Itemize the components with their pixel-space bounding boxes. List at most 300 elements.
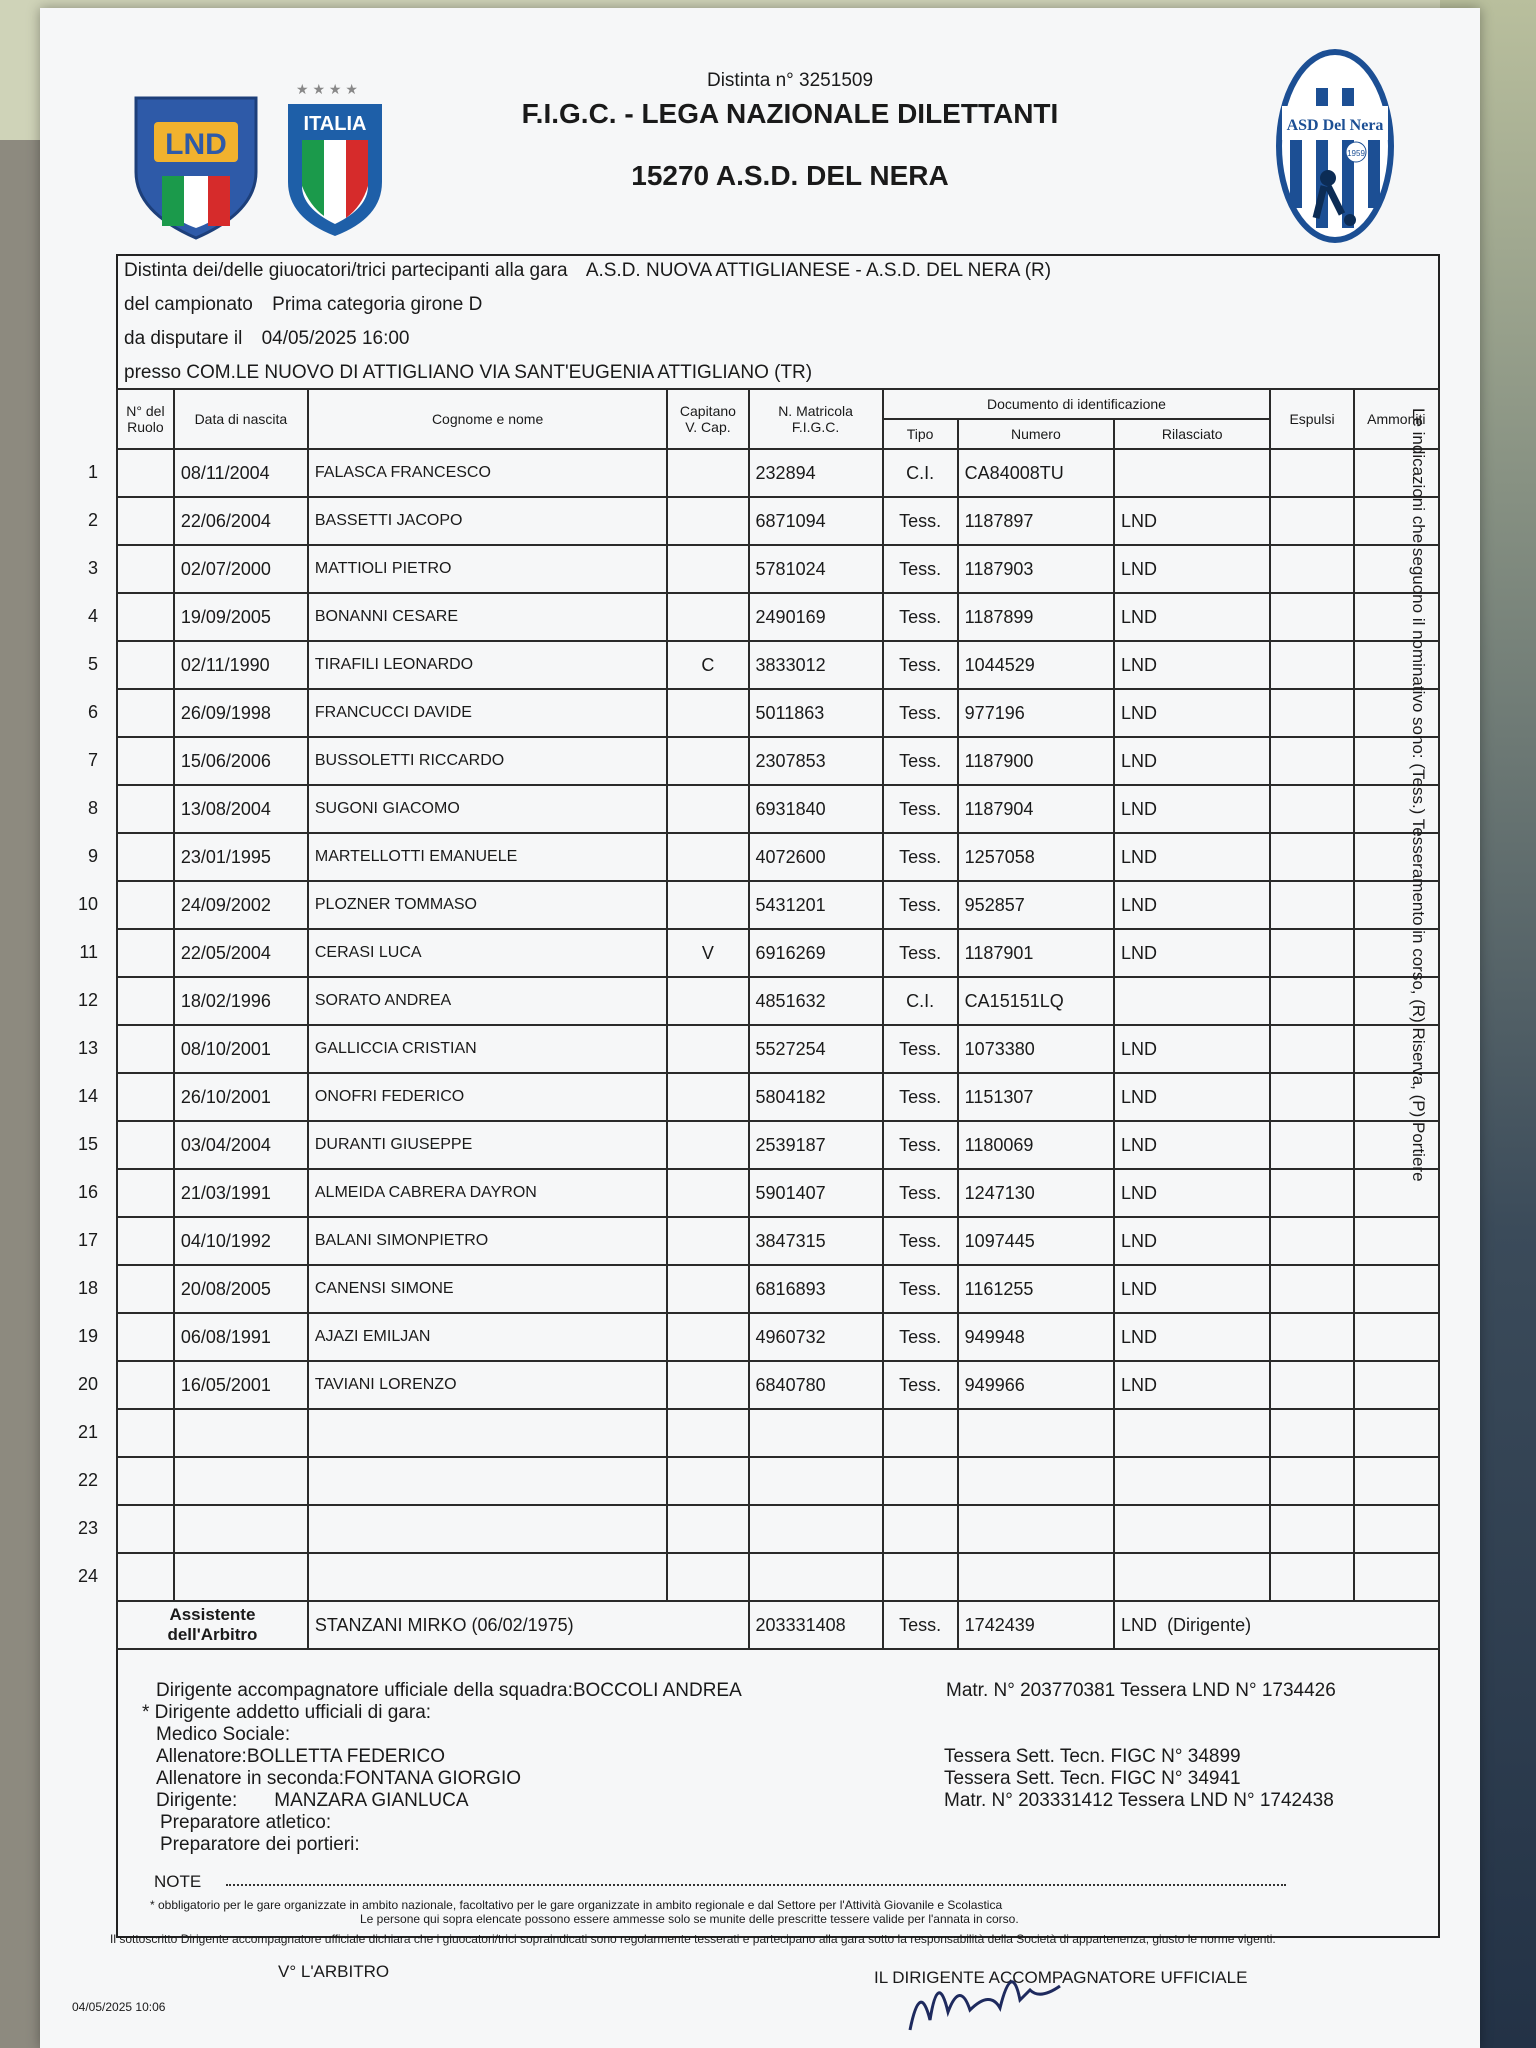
col-capitano: Capitano V. Cap. xyxy=(667,389,748,449)
numero-cell: 1187904 xyxy=(958,785,1114,833)
captain-cell xyxy=(667,833,748,881)
rilasciato-cell xyxy=(1114,1409,1270,1457)
name-cell: BONANNI CESARE xyxy=(308,593,667,641)
assistant-ril: LND xyxy=(1121,1614,1158,1635)
matricola-cell xyxy=(749,1409,883,1457)
col-documento: Documento di identificazione xyxy=(883,389,1271,419)
ruolo-cell xyxy=(117,785,174,833)
tipo-cell: Tess. xyxy=(883,1217,958,1265)
rilasciato-cell: LND xyxy=(1114,1265,1270,1313)
captain-cell xyxy=(667,1409,748,1457)
assistant-note: (Dirigente) xyxy=(1167,1614,1252,1635)
matricola-cell: 2539187 xyxy=(749,1121,883,1169)
ruolo-cell xyxy=(117,1313,174,1361)
captain-cell xyxy=(667,545,748,593)
dob-cell: 08/11/2004 xyxy=(174,449,308,497)
tipo-cell: C.I. xyxy=(883,449,958,497)
matricola-cell: 4960732 xyxy=(749,1313,883,1361)
player-row xyxy=(117,881,1439,929)
name-cell: TIRAFILI LEONARDO xyxy=(308,641,667,689)
row-number: 4 xyxy=(87,606,98,626)
assistant-numero: 1742439 xyxy=(958,1601,1114,1649)
italia-logo-text: ITALIA xyxy=(303,113,367,135)
row-number: 12 xyxy=(77,990,98,1010)
ruolo-cell xyxy=(117,1265,174,1313)
tipo-cell: Tess. xyxy=(883,785,958,833)
numero-cell: 1073380 xyxy=(958,1025,1114,1073)
espulsi-cell xyxy=(1270,1025,1353,1073)
referee-label: V° L'ARBITRO xyxy=(278,1962,390,1981)
staff-line-4: Allenatore:BOLLETTA FEDERICO xyxy=(156,1746,445,1767)
assistant-rilasciato xyxy=(1114,1601,1439,1649)
staff-line-5-right: Tessera Sett. Tecn. FIGC N° 34941 xyxy=(944,1768,1241,1789)
name-cell: GALLICCIA CRISTIAN xyxy=(308,1025,667,1073)
row-number: 22 xyxy=(77,1470,98,1490)
championship-line xyxy=(124,294,496,316)
espulsi-cell xyxy=(1270,497,1353,545)
row-number: 10 xyxy=(77,894,98,914)
player-row xyxy=(117,641,1439,689)
name-cell: ONOFRI FEDERICO xyxy=(308,1073,667,1121)
side-legend: Le indicazioni che seguono il nominativo sono: (Tess.) Tesseramento in corso, (R) Riserva, (P) Portiere xyxy=(1409,408,1428,1182)
player-row xyxy=(117,1121,1439,1169)
dob-cell: 13/08/2004 xyxy=(174,785,308,833)
name-cell: TAVIANI LORENZO xyxy=(308,1361,667,1409)
row-number: 6 xyxy=(87,702,98,722)
numero-cell: 1097445 xyxy=(958,1217,1114,1265)
rilasciato-cell: LND xyxy=(1114,785,1270,833)
player-row xyxy=(117,1409,1439,1457)
row-number: 14 xyxy=(77,1086,98,1106)
matricola-cell: 5011863 xyxy=(749,689,883,737)
staff-line-1-right: Matr. N° 203770381 Tessera LND N° 1734426 xyxy=(946,1680,1336,1701)
player-row xyxy=(117,929,1439,977)
player-row xyxy=(117,1361,1439,1409)
ruolo-cell xyxy=(117,1409,174,1457)
espulsi-cell xyxy=(1270,1121,1353,1169)
espulsi-cell xyxy=(1270,593,1353,641)
tipo-cell: Tess. xyxy=(883,737,958,785)
rilasciato-cell xyxy=(1114,1505,1270,1553)
printed-date: 04/05/2025 10:06 xyxy=(72,2000,166,2014)
player-row xyxy=(117,1457,1439,1505)
championship-value: Prima categoria girone D xyxy=(272,294,483,315)
organization-title: F.I.G.C. - LEGA NAZIONALE DILETTANTI xyxy=(521,98,1059,129)
lnd-logo xyxy=(132,92,260,240)
assistant-tipo: Tess. xyxy=(883,1601,958,1649)
row-number: 21 xyxy=(77,1422,98,1442)
col-matricola: N. Matricola F.I.G.C. xyxy=(749,389,883,449)
italia-logo xyxy=(282,78,388,238)
matricola-cell: 4072600 xyxy=(749,833,883,881)
name-cell: BUSSOLETTI RICCARDO xyxy=(308,737,667,785)
numero-cell: 1187900 xyxy=(958,737,1114,785)
ammoniti-cell xyxy=(1354,1553,1439,1601)
ammoniti-cell xyxy=(1354,1217,1439,1265)
rilasciato-cell: LND xyxy=(1114,689,1270,737)
tipo-cell: Tess. xyxy=(883,1169,958,1217)
matricola-cell: 232894 xyxy=(749,449,883,497)
row-number: 19 xyxy=(77,1326,98,1346)
ruolo-cell xyxy=(117,977,174,1025)
espulsi-cell xyxy=(1270,929,1353,977)
tipo-cell: Tess. xyxy=(883,833,958,881)
ruolo-cell xyxy=(117,929,174,977)
rilasciato-cell: LND xyxy=(1114,1361,1270,1409)
player-row xyxy=(117,1073,1439,1121)
dob-cell: 22/06/2004 xyxy=(174,497,308,545)
matricola-cell: 5804182 xyxy=(749,1073,883,1121)
numero-cell: 949966 xyxy=(958,1361,1114,1409)
dob-cell xyxy=(174,1553,308,1601)
rilasciato-cell xyxy=(1114,1553,1270,1601)
ruolo-cell xyxy=(117,1073,174,1121)
tipo-cell: Tess. xyxy=(883,497,958,545)
espulsi-cell xyxy=(1270,1169,1353,1217)
ammoniti-cell xyxy=(1354,1313,1439,1361)
club-logo-year: 1959 xyxy=(1347,149,1365,158)
row-number: 9 xyxy=(87,846,98,866)
matricola-cell: 5781024 xyxy=(749,545,883,593)
staff-line-4-right: Tessera Sett. Tecn. FIGC N° 34899 xyxy=(944,1746,1241,1767)
player-row xyxy=(117,977,1439,1025)
espulsi-cell xyxy=(1270,1217,1353,1265)
captain-cell xyxy=(667,1073,748,1121)
match-line xyxy=(124,260,1065,282)
col-ammoniti: Ammoniti xyxy=(1354,389,1439,449)
dob-cell: 22/05/2004 xyxy=(174,929,308,977)
row-number: 8 xyxy=(87,798,98,818)
svg-text:★ ★ ★ ★: ★ ★ ★ ★ xyxy=(296,81,358,97)
numero-cell: 1044529 xyxy=(958,641,1114,689)
rilasciato-cell: LND xyxy=(1114,1121,1270,1169)
player-row xyxy=(117,833,1439,881)
player-row xyxy=(117,449,1439,497)
espulsi-cell xyxy=(1270,1553,1353,1601)
row-number: 13 xyxy=(77,1038,98,1058)
matricola-cell xyxy=(749,1457,883,1505)
club-logo-text: ASD Del Nera xyxy=(1286,117,1384,134)
fine-print-2: Le persone qui sopra elencate possono essere ammesse solo se munite delle prescritte tessere valide per l'annata in corso. xyxy=(360,1912,1019,1926)
matricola-cell: 2307853 xyxy=(749,737,883,785)
dob-cell xyxy=(174,1409,308,1457)
tipo-cell: Tess. xyxy=(883,1121,958,1169)
club-title: 15270 A.S.D. DEL NERA xyxy=(631,160,949,191)
tipo-cell: Tess. xyxy=(883,1265,958,1313)
captain-cell: V xyxy=(667,929,748,977)
espulsi-cell xyxy=(1270,881,1353,929)
matricola-cell xyxy=(749,1553,883,1601)
name-cell: MATTIOLI PIETRO xyxy=(308,545,667,593)
ruolo-cell xyxy=(117,497,174,545)
name-cell xyxy=(308,1457,667,1505)
rilasciato-cell: LND xyxy=(1114,1313,1270,1361)
player-rows xyxy=(117,449,1439,1601)
assistant-row xyxy=(117,1601,1439,1649)
tipo-cell xyxy=(883,1409,958,1457)
name-cell xyxy=(308,1553,667,1601)
captain-cell xyxy=(667,497,748,545)
col-nascita: Data di nascita xyxy=(174,389,308,449)
matricola-cell: 4851632 xyxy=(749,977,883,1025)
note-line xyxy=(226,1884,1286,1886)
espulsi-cell xyxy=(1270,545,1353,593)
ruolo-cell xyxy=(117,1169,174,1217)
player-row xyxy=(117,497,1439,545)
ruolo-cell xyxy=(117,833,174,881)
row-number: 2 xyxy=(87,510,98,530)
col-nome: Cognome e nome xyxy=(308,389,667,449)
name-cell xyxy=(308,1505,667,1553)
rilasciato-cell: LND xyxy=(1114,833,1270,881)
row-number: 24 xyxy=(77,1566,98,1586)
matricola-cell: 5901407 xyxy=(749,1169,883,1217)
ammoniti-cell xyxy=(1354,1457,1439,1505)
rilasciato-cell: LND xyxy=(1114,1073,1270,1121)
staff-line-5: Allenatore in seconda:FONTANA GIORGIO xyxy=(156,1768,522,1789)
captain-cell xyxy=(667,1025,748,1073)
numero-cell: 977196 xyxy=(958,689,1114,737)
ammoniti-cell xyxy=(1354,1505,1439,1553)
dob-cell: 16/05/2001 xyxy=(174,1361,308,1409)
captain-cell xyxy=(667,881,748,929)
player-row xyxy=(117,1553,1439,1601)
venue-line: presso COM.LE NUOVO DI ATTIGLIANO VIA SANT'EUGENIA ATTIGLIANO (TR) xyxy=(124,362,813,383)
numero-cell xyxy=(958,1457,1114,1505)
name-cell: SUGONI GIACOMO xyxy=(308,785,667,833)
date-line xyxy=(124,328,424,350)
espulsi-cell xyxy=(1270,977,1353,1025)
numero-cell xyxy=(958,1553,1114,1601)
ruolo-cell xyxy=(117,641,174,689)
tipo-cell: Tess. xyxy=(883,1025,958,1073)
tipo-cell: Tess. xyxy=(883,1073,958,1121)
player-row xyxy=(117,1505,1439,1553)
name-cell: CANENSI SIMONE xyxy=(308,1265,667,1313)
row-number: 18 xyxy=(77,1278,98,1298)
championship-label: del campionato xyxy=(124,294,253,315)
numero-cell: 1187899 xyxy=(958,593,1114,641)
espulsi-cell xyxy=(1270,1409,1353,1457)
player-row xyxy=(117,1025,1439,1073)
rilasciato-cell xyxy=(1114,977,1270,1025)
numero-cell: 1161255 xyxy=(958,1265,1114,1313)
espulsi-cell xyxy=(1270,641,1353,689)
col-ruolo: N° del Ruolo xyxy=(117,389,174,449)
dob-cell: 08/10/2001 xyxy=(174,1025,308,1073)
numero-cell: 1180069 xyxy=(958,1121,1114,1169)
matricola-cell: 5527254 xyxy=(749,1025,883,1073)
dob-cell: 23/01/1995 xyxy=(174,833,308,881)
tipo-cell: Tess. xyxy=(883,1361,958,1409)
assistant-matricola: 203331408 xyxy=(749,1601,883,1649)
captain-cell xyxy=(667,593,748,641)
captain-cell xyxy=(667,1217,748,1265)
row-number: 7 xyxy=(87,750,98,770)
matricola-cell: 6931840 xyxy=(749,785,883,833)
lnd-logo-text: LND xyxy=(165,128,227,161)
rilasciato-cell xyxy=(1114,1457,1270,1505)
tipo-cell xyxy=(883,1553,958,1601)
dob-cell: 04/10/1992 xyxy=(174,1217,308,1265)
numero-cell: 1187903 xyxy=(958,545,1114,593)
numero-cell xyxy=(958,1505,1114,1553)
staff-line-1: Dirigente accompagnatore ufficiale della squadra:BOCCOLI ANDREA xyxy=(156,1680,742,1701)
ruolo-cell xyxy=(117,593,174,641)
rilasciato-cell: LND xyxy=(1114,1169,1270,1217)
tipo-cell: Tess. xyxy=(883,881,958,929)
name-cell: FALASCA FRANCESCO xyxy=(308,449,667,497)
name-cell: PLOZNER TOMMASO xyxy=(308,881,667,929)
name-cell: MARTELLOTTI EMANUELE xyxy=(308,833,667,881)
assistant-label: Assistente dell'Arbitro xyxy=(117,1601,308,1649)
ruolo-cell xyxy=(117,545,174,593)
matricola-cell: 6816893 xyxy=(749,1265,883,1313)
numero-cell: 1187901 xyxy=(958,929,1114,977)
name-cell: DURANTI GIUSEPPE xyxy=(308,1121,667,1169)
col-tipo: Tipo xyxy=(883,419,958,449)
distinta-number: Distinta n° 3251509 xyxy=(706,70,874,91)
matricola-cell: 6916269 xyxy=(749,929,883,977)
dob-cell: 20/08/2005 xyxy=(174,1265,308,1313)
row-number: 5 xyxy=(87,654,98,674)
staff-line-2: * Dirigente addetto ufficiali di gara: xyxy=(142,1702,432,1723)
tipo-cell: Tess. xyxy=(883,545,958,593)
rilasciato-cell: LND xyxy=(1114,737,1270,785)
ruolo-cell xyxy=(117,737,174,785)
ruolo-cell xyxy=(117,449,174,497)
staff-line-8: Preparatore dei portieri: xyxy=(160,1834,360,1855)
captain-cell xyxy=(667,785,748,833)
player-row xyxy=(117,1265,1439,1313)
club-logo xyxy=(1276,48,1394,244)
dob-cell xyxy=(174,1505,308,1553)
rilasciato-cell: LND xyxy=(1114,593,1270,641)
espulsi-cell xyxy=(1270,1073,1353,1121)
ruolo-cell xyxy=(117,1025,174,1073)
dob-cell: 03/04/2004 xyxy=(174,1121,308,1169)
rilasciato-cell: LND xyxy=(1114,497,1270,545)
dob-cell: 21/03/1991 xyxy=(174,1169,308,1217)
espulsi-cell xyxy=(1270,737,1353,785)
rilasciato-cell: LND xyxy=(1114,1025,1270,1073)
player-row xyxy=(117,1313,1439,1361)
player-row xyxy=(117,1169,1439,1217)
row-number: 23 xyxy=(77,1518,98,1538)
name-cell: BASSETTI JACOPO xyxy=(308,497,667,545)
captain-cell xyxy=(667,977,748,1025)
matricola-cell: 2490169 xyxy=(749,593,883,641)
espulsi-cell xyxy=(1270,833,1353,881)
numero-cell: CA84008TU xyxy=(958,449,1114,497)
dob-cell: 24/09/2002 xyxy=(174,881,308,929)
rilasciato-cell xyxy=(1114,449,1270,497)
ruolo-cell xyxy=(117,1217,174,1265)
tipo-cell: Tess. xyxy=(883,929,958,977)
captain-cell xyxy=(667,449,748,497)
name-cell xyxy=(308,1409,667,1457)
matricola-cell: 6871094 xyxy=(749,497,883,545)
player-row xyxy=(117,737,1439,785)
ruolo-cell xyxy=(117,1553,174,1601)
assistant-name: STANZANI MIRKO (06/02/1975) xyxy=(308,1601,749,1649)
espulsi-cell xyxy=(1270,689,1353,737)
numero-cell: 1151307 xyxy=(958,1073,1114,1121)
ruolo-cell xyxy=(117,1457,174,1505)
tipo-cell: Tess. xyxy=(883,641,958,689)
name-cell: FRANCUCCI DAVIDE xyxy=(308,689,667,737)
player-row xyxy=(117,785,1439,833)
espulsi-cell xyxy=(1270,1505,1353,1553)
dob-cell: 15/06/2006 xyxy=(174,737,308,785)
row-number: 3 xyxy=(87,558,98,578)
matricola-cell: 3847315 xyxy=(749,1217,883,1265)
players-table xyxy=(116,388,1440,1650)
captain-cell: C xyxy=(667,641,748,689)
player-row xyxy=(117,1217,1439,1265)
captain-cell xyxy=(667,1505,748,1553)
staff-line-6: Dirigente: MANZARA GIANLUCA xyxy=(156,1790,469,1811)
dob-cell: 02/07/2000 xyxy=(174,545,308,593)
date-label: da disputare il xyxy=(124,328,243,349)
rilasciato-cell: LND xyxy=(1114,545,1270,593)
note-label: NOTE xyxy=(154,1872,202,1891)
espulsi-cell xyxy=(1270,1313,1353,1361)
col-rilasciato: Rilasciato xyxy=(1114,419,1270,449)
espulsi-cell xyxy=(1270,785,1353,833)
numero-cell: CA15151LQ xyxy=(958,977,1114,1025)
name-cell: SORATO ANDREA xyxy=(308,977,667,1025)
match-teams: A.S.D. NUOVA ATTIGLIANESE - A.S.D. DEL NERA (R) xyxy=(585,260,1052,281)
captain-cell xyxy=(667,1121,748,1169)
ruolo-cell xyxy=(117,881,174,929)
staff-line-6-right: Matr. N° 203331412 Tessera LND N° 1742438 xyxy=(944,1790,1334,1811)
numero-cell: 1247130 xyxy=(958,1169,1114,1217)
matricola-cell: 6840780 xyxy=(749,1361,883,1409)
name-cell: ALMEIDA CABRERA DAYRON xyxy=(308,1169,667,1217)
espulsi-cell xyxy=(1270,1361,1353,1409)
match-date: 04/05/2025 16:00 xyxy=(261,328,410,349)
dob-cell: 18/02/1996 xyxy=(174,977,308,1025)
matricola-cell: 5431201 xyxy=(749,881,883,929)
ammoniti-cell xyxy=(1354,1409,1439,1457)
captain-cell xyxy=(667,1265,748,1313)
rilasciato-cell: LND xyxy=(1114,881,1270,929)
ammoniti-cell xyxy=(1354,1265,1439,1313)
ruolo-cell xyxy=(117,689,174,737)
staff-line-7: Preparatore atletico: xyxy=(160,1812,332,1833)
captain-cell xyxy=(667,689,748,737)
tipo-cell: Tess. xyxy=(883,1313,958,1361)
ruolo-cell xyxy=(117,1505,174,1553)
numero-cell: 1257058 xyxy=(958,833,1114,881)
signature xyxy=(900,1950,1120,2040)
rilasciato-cell: LND xyxy=(1114,929,1270,977)
dob-cell: 06/08/1991 xyxy=(174,1313,308,1361)
matricola-cell: 3833012 xyxy=(749,641,883,689)
rilasciato-cell: LND xyxy=(1114,1217,1270,1265)
captain-cell xyxy=(667,1361,748,1409)
tipo-cell xyxy=(883,1457,958,1505)
staff-line-3: Medico Sociale: xyxy=(156,1724,291,1745)
captain-cell xyxy=(667,1457,748,1505)
fine-print-1: * obbligatorio per le gare organizzate in ambito nazionale, facoltativo per le gare organizzate in ambito regionale e dal Settore per l'Attività Giovanile e Scolastica xyxy=(150,1898,1003,1912)
name-cell: BALANI SIMONPIETRO xyxy=(308,1217,667,1265)
dob-cell xyxy=(174,1457,308,1505)
captain-cell xyxy=(667,1169,748,1217)
dob-cell: 26/09/1998 xyxy=(174,689,308,737)
espulsi-cell xyxy=(1270,449,1353,497)
